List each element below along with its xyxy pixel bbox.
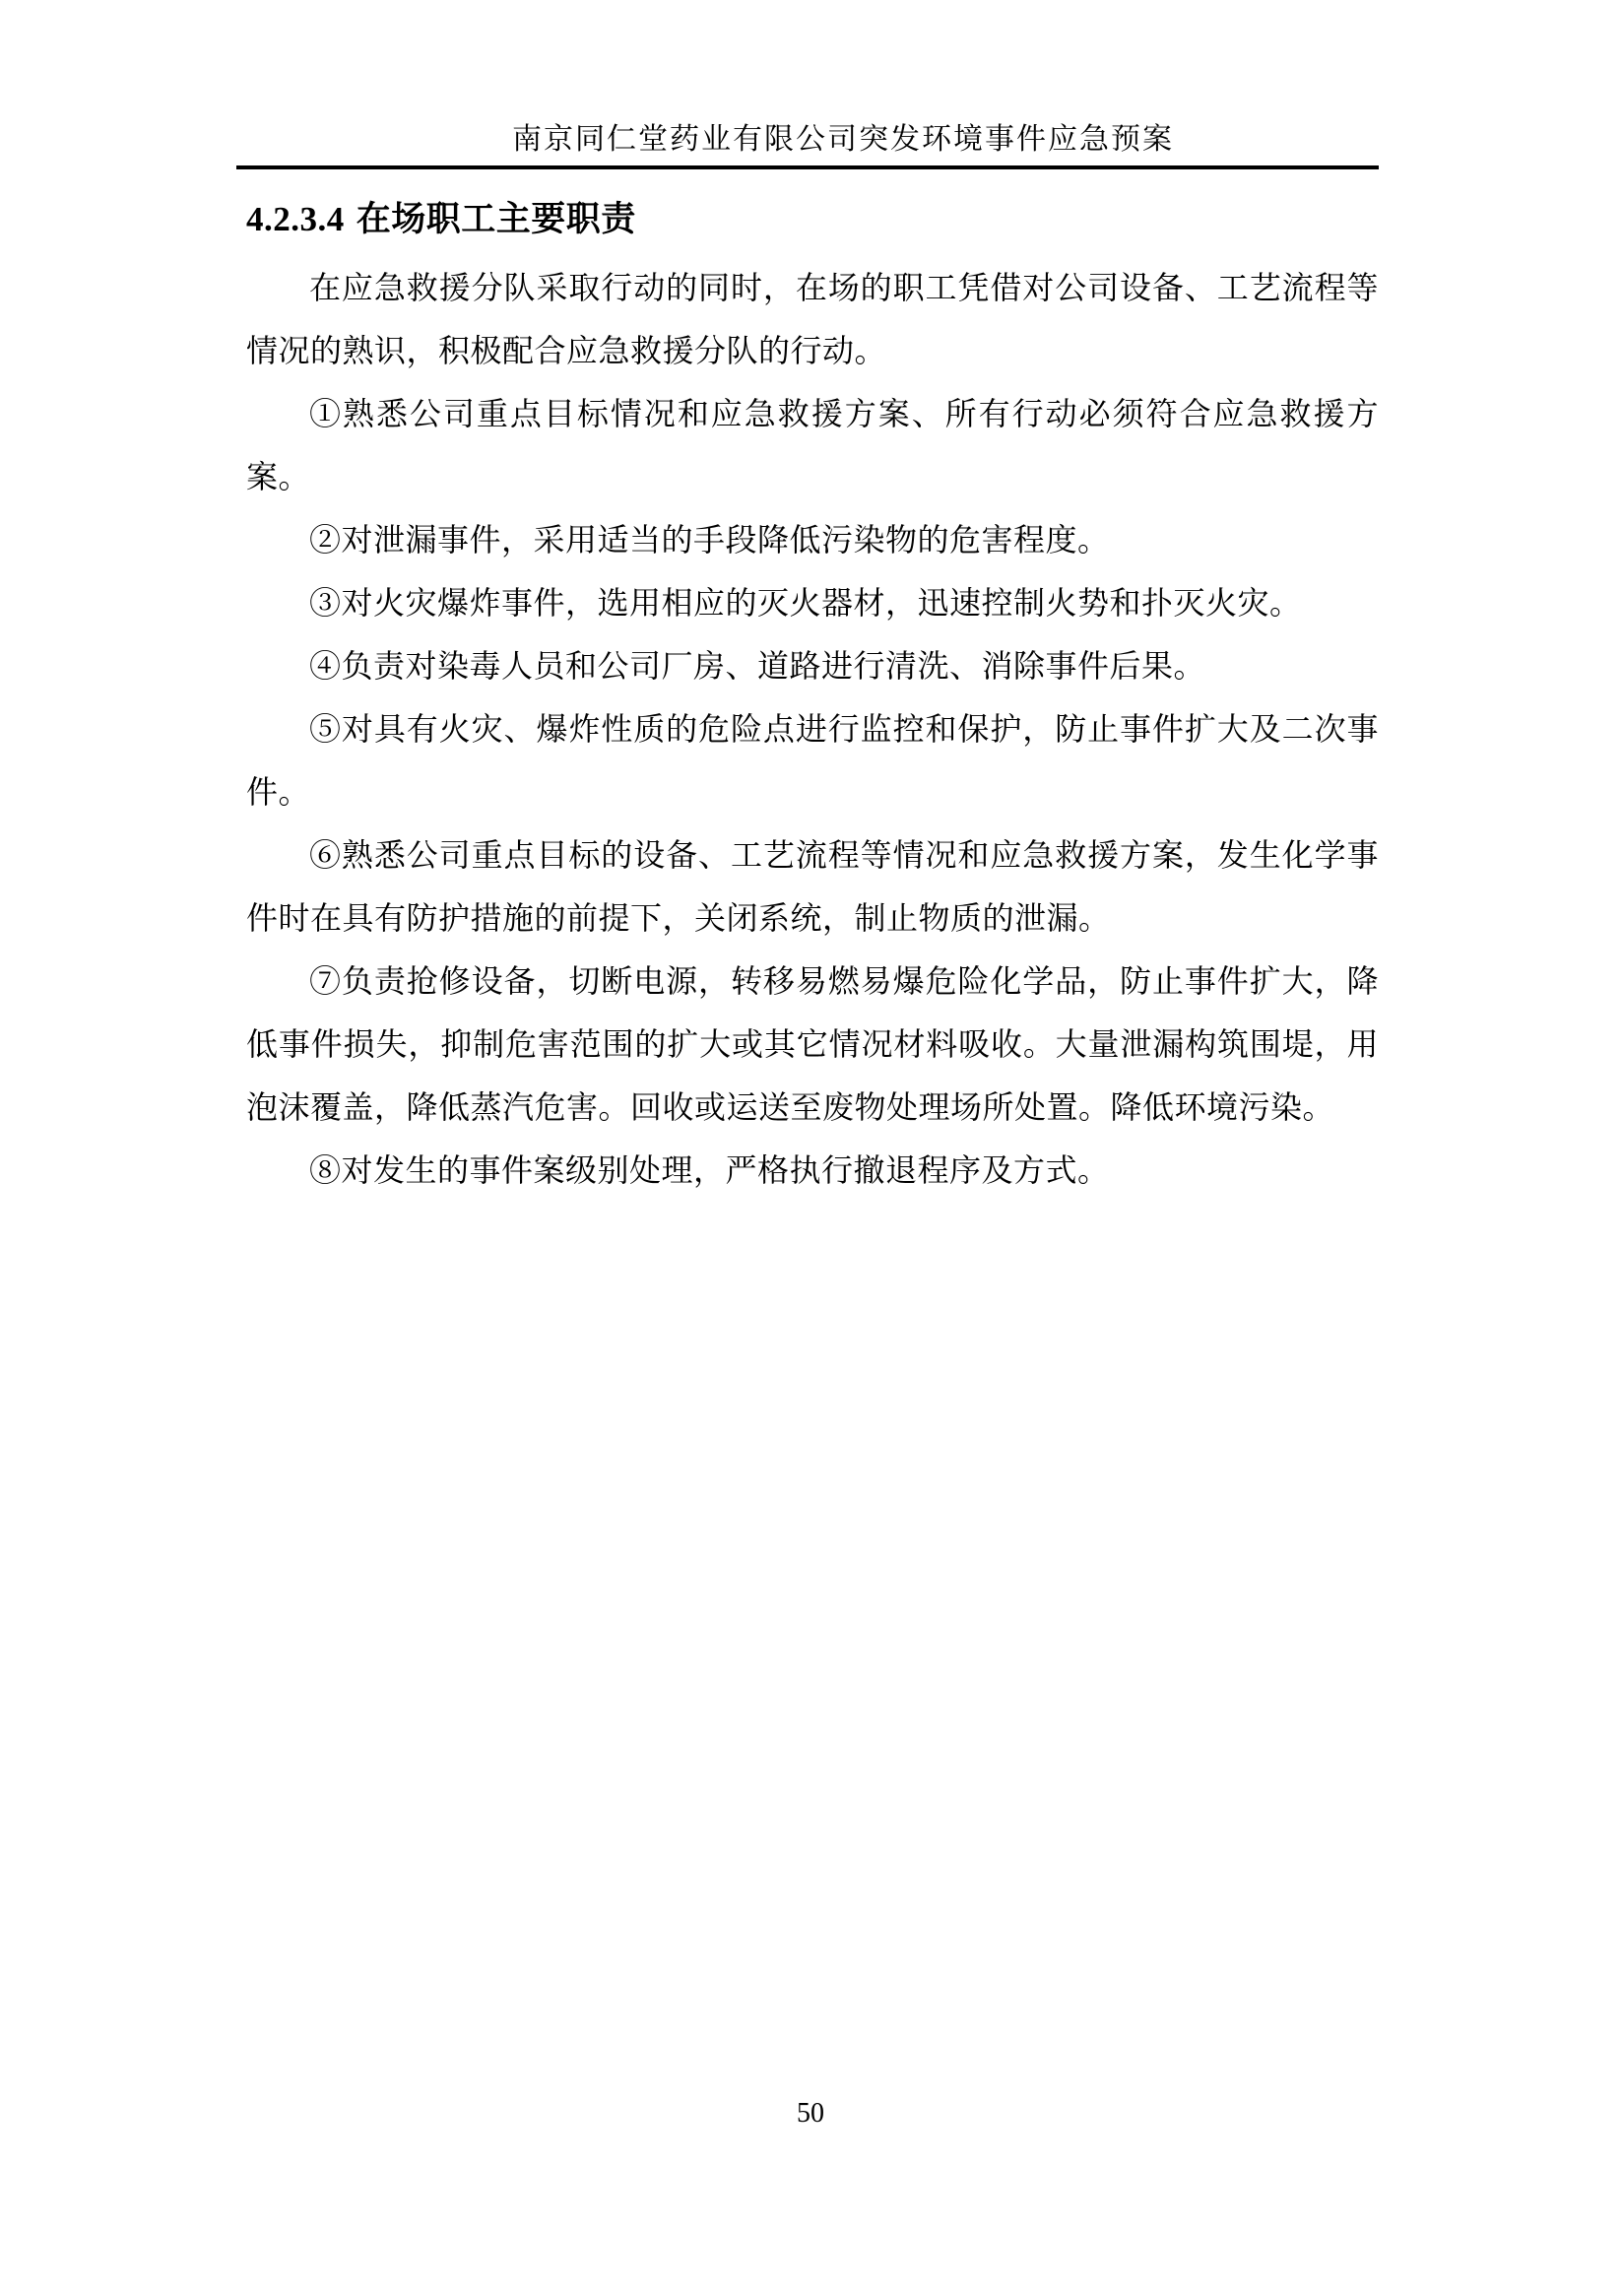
paragraph: ⑤对具有火灾、爆炸性质的危险点进行监控和保护，防止事件扩大及二次事件。: [246, 711, 1379, 810]
paragraph-list: [246, 256, 1379, 1202]
section-number: 4.2.3.4: [246, 200, 345, 238]
page-number: 50: [797, 2098, 824, 2129]
paragraph: 在应急救援分队采取行动的同时，在场的职工凭借对公司设备、工艺流程等情况的熟识，积极配合应急救援分队的行动。: [246, 270, 1379, 368]
section-heading: [246, 196, 1379, 243]
paragraph: ②对泄漏事件，采用适当的手段降低污染物的危害程度。: [309, 522, 1110, 558]
paragraph: ⑦负责抢修设备，切断电源，转移易燃易爆危险化学品，防止事件扩大，降低事件损失，抑制危害范围的扩大或其它情况材料吸收。大量泄漏构筑围堤，用泡沫覆盖，降低蒸汽危害。回收或运送至废物处理场所处置。降低环境污染。: [246, 963, 1379, 1125]
page-footer: [0, 2098, 1621, 2130]
paragraph: ①熟悉公司重点目标情况和应急救援方案、所有行动必须符合应急救援方案。: [246, 396, 1379, 494]
section-title: 在场职工主要职责: [356, 200, 636, 238]
paragraph: ④负责对染毒人员和公司厂房、道路进行清洗、消除事件后果。: [309, 648, 1206, 684]
paragraph: ⑧对发生的事件案级别处理，严格执行撤退程序及方式。: [309, 1152, 1110, 1188]
page-header: [0, 120, 1621, 160]
document-content: [246, 196, 1379, 1202]
paragraph: ③对火灾爆炸事件，选用相应的灭火器材，迅速控制火势和扑灭火灾。: [309, 585, 1302, 621]
header-rule: [236, 165, 1379, 169]
paragraph: ⑥熟悉公司重点目标的设备、工艺流程等情况和应急救援方案，发生化学事件时在具有防护措施的前提下，关闭系统，制止物质的泄漏。: [246, 837, 1379, 936]
header-title: 南京同仁堂药业有限公司突发环境事件应急预案: [512, 123, 1174, 156]
